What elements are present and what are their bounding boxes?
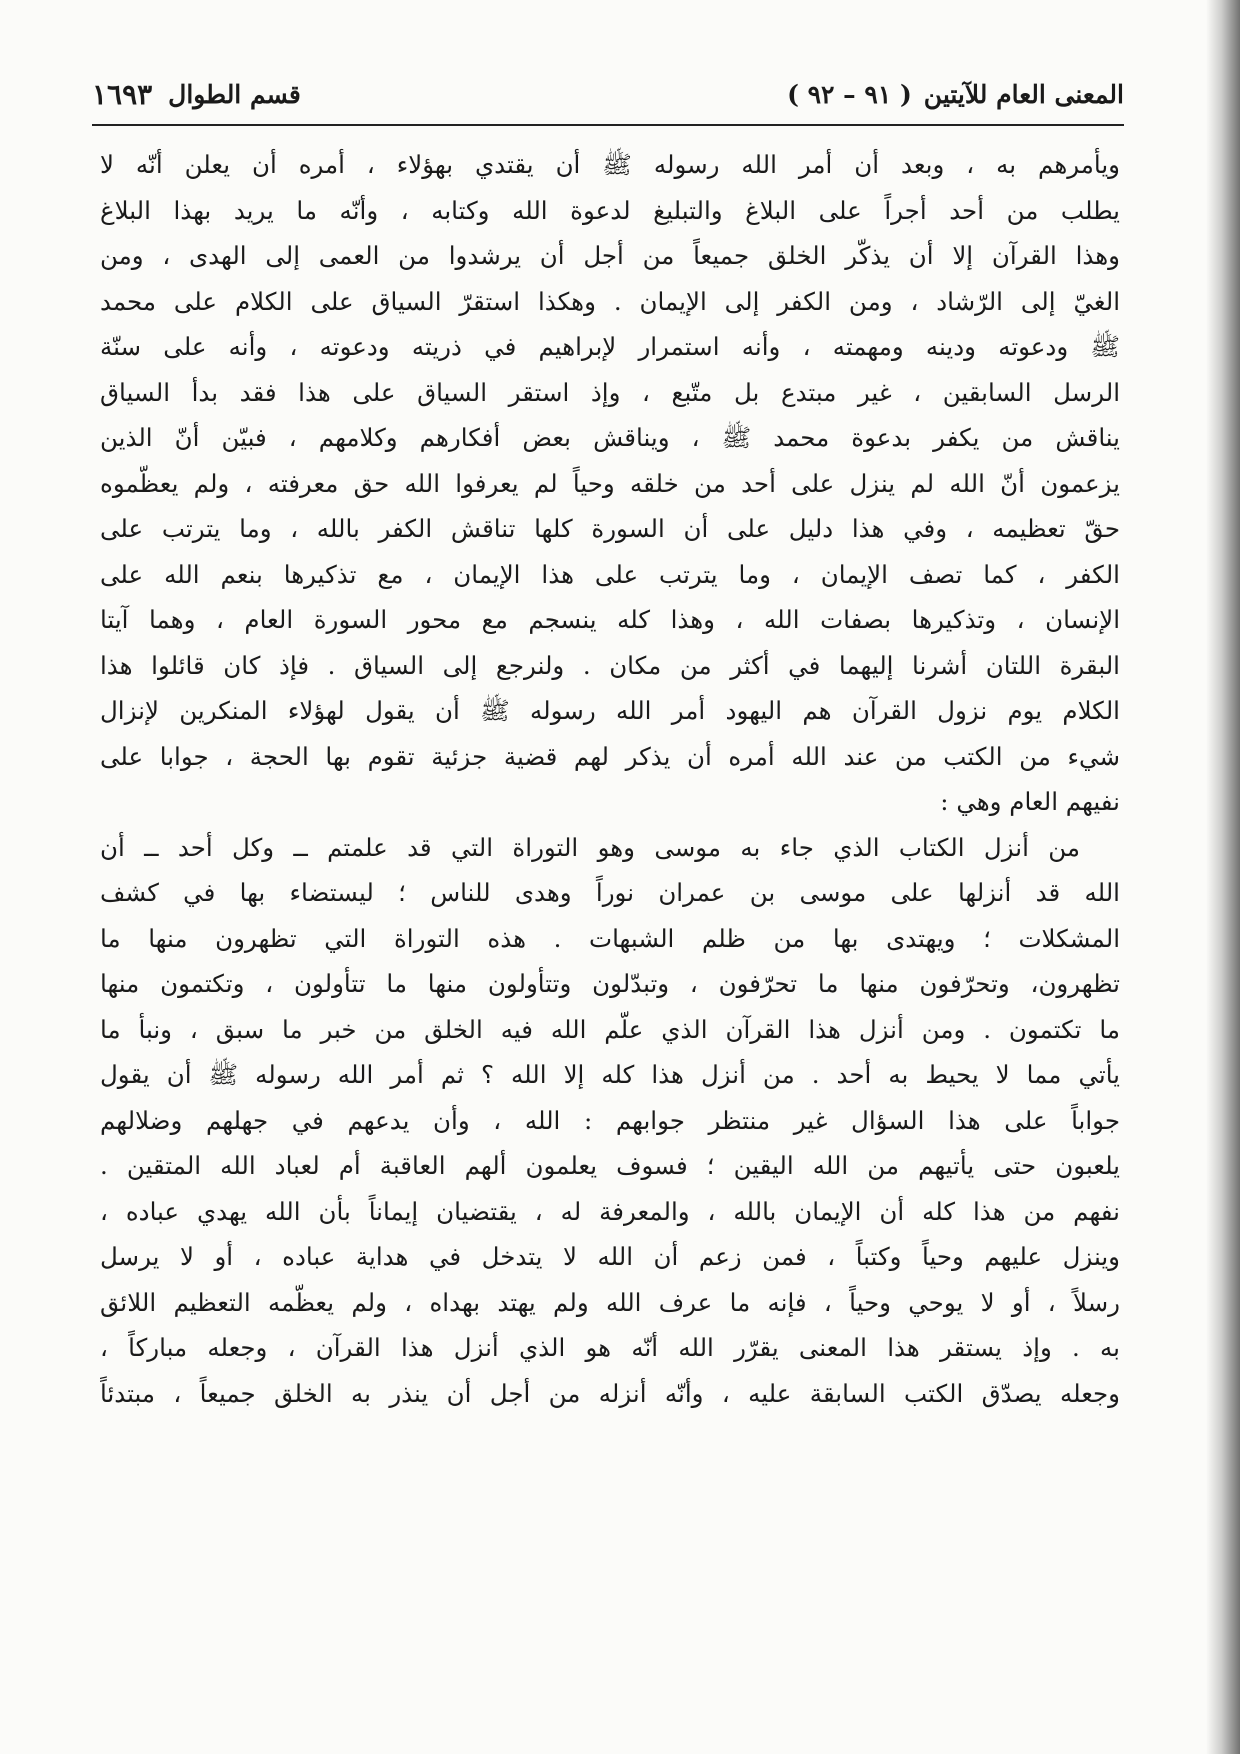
text-line: يأتي مما لا يحيط به أحد . من أنزل هذا كله إلا الله ؟ ثم أمر الله رسوله ﷺ أن يقول [100,1060,1120,1089]
text-line: ويأمرهم به ، وبعد أن أمر الله رسوله ﷺ أن يقتدي بهؤلاء ، أمره أن يعلن أنّه لا [100,150,1120,179]
header-section-name: قسم الطوال [168,79,301,109]
text-line: الكفر ، كما تصف الإيمان ، وما يترتب على هذا الإيمان ، مع تذكيرها بنعم الله على [100,559,1120,589]
text-line: شيء من الكتب من عند الله أمره أن يذكر لهم قضية جزئية تقوم بها الحجة ، جوابا على [100,741,1120,771]
text-line: جواباً على هذا السؤال غير منتظر جوابهم : الله ، وأن يدعهم في جهلهم وضلالهم [100,1105,1120,1135]
text-line: الرسل السابقين ، غير مبتدع بل متّبع ، وإذ استقر السياق على هذا فقد بدأ السياق [100,377,1120,407]
text-line: وجعله يصدّق الكتب السابقة عليه ، وأنّه أنزله من أجل أن ينذر به الخلق جميعاً ، مبتدئاً [100,1378,1120,1408]
body-text [100,142,1120,1416]
text-line: يناقش من يكفر بدعوة محمد ﷺ ، ويناقش بعض أفكارهم وكلامهم ، فبيّن أنّ الذين [100,423,1120,452]
header-section [92,78,301,111]
header-chapter-title: المعنى العام للآيتين [923,79,1124,109]
text-line: الإنسان ، وتذكيرها بصفات الله ، وهذا كله ينسجم مع محور السورة العام ، وهما آيتا [100,605,1120,634]
text-line: رسلاً ، أو لا يوحي وحياً ، فإنه ما عرف الله ولم يهتد بهداه ، ولم يعظّمه التعظيم اللائق [100,1287,1120,1317]
text-line: نفيهم العام وهي : [940,787,1120,816]
text-line: ﷺ ودعوته ودينه ومهمته ، وأنه استمرار لإبراهيم في ذريته ودعوته ، وأنه على سنّة [100,332,1120,361]
paragraph-1 [100,142,1120,825]
paragraph-2 [100,825,1120,1189]
header-verse-range: ( ٩١ – ٩٢ ) [787,79,912,109]
text-line: الغيّ إلى الرّشاد ، ومن الكفر إلى الإيمان . وهكذا استقرّ السياق على الكلام على محمد [100,286,1120,316]
text-line: يلعبون حتى يأتيهم من الله اليقين ؛ فسوف يعلمون ألهم العاقبة أم لعباد الله المتقين . [100,1151,1120,1180]
text-line: يزعمون أنّ الله لم ينزل على أحد من خلقه وحياً لم يعرفوا الله حق معرفته ، ولم يعظّموه [100,468,1120,498]
text-line: به . وإذ يستقر هذا المعنى يقرّر الله أنّه هو الذي أنزل هذا القرآن ، وجعله مباركاً ، [100,1333,1120,1362]
text-line: من أنزل الكتاب الذي جاء به موسى وهو التوراة التي قد علمتم ــ وكل أحد ــ أن [100,832,1080,862]
text-line: ما تكتمون . ومن أنزل هذا القرآن الذي علّم الله فيه الخلق من خبر ما سبق ، ونبأ ما [100,1014,1120,1044]
header-rule [92,124,1124,126]
header-chapter [787,80,1124,109]
text-line: نفهم من هذا كله أن الإيمان بالله ، والمعرفة له ، يقتضيان إيماناً بأن الله يهدي عباده ، [100,1196,1120,1226]
text-line: يطلب من أحد أجراً على البلاغ والتبليغ لدعوة الله وكتابه ، وأنّه ما يريد بهذا البلاغ [100,195,1120,225]
text-line: وينزل عليهم وحياً وكتباً ، فمن زعم أن الله لا يتدخل في هداية عباده ، أو لا يرسل [100,1242,1120,1271]
text-line: البقرة اللتان أشرنا إليهما في أكثر من مكان . ولنرجع إلى السياق . فإذ كان قائلوا هذا [100,650,1120,680]
text-line: الكلام يوم نزول القرآن هم اليهود أمر الله رسوله ﷺ أن يقول لهؤلاء المنكرين لإنزال [100,696,1120,725]
text-line: الله قد أنزلها على موسى بن عمران نوراً وهدى للناس ؛ ليستضاء بها في كشف [100,878,1120,907]
text-line: وهذا القرآن إلا أن يذكّر الخلق جميعاً من أجل أن يرشدوا من العمى إلى الهدى ، ومن [100,241,1120,270]
text-line: المشكلات ؛ ويهتدى بها من ظلم الشبهات . هذه التوراة التي تظهرون منها ما [100,923,1120,953]
text-line: تظهرون، وتحرّفون منها ما تحرّفون ، وتبدّلون وتتأولون منها ما تتأولون ، وتكتمون منها [100,969,1120,998]
running-header [92,68,1124,120]
page-gutter-shadow [1206,0,1240,1754]
page-number: ١٦٩٣ [92,77,153,111]
text-line: حقّ تعظيمه ، وفي هذا دليل على أن السورة كلها تناقش الكفر بالله ، وما يترتب على [100,514,1120,543]
paragraph-3 [100,1189,1120,1417]
